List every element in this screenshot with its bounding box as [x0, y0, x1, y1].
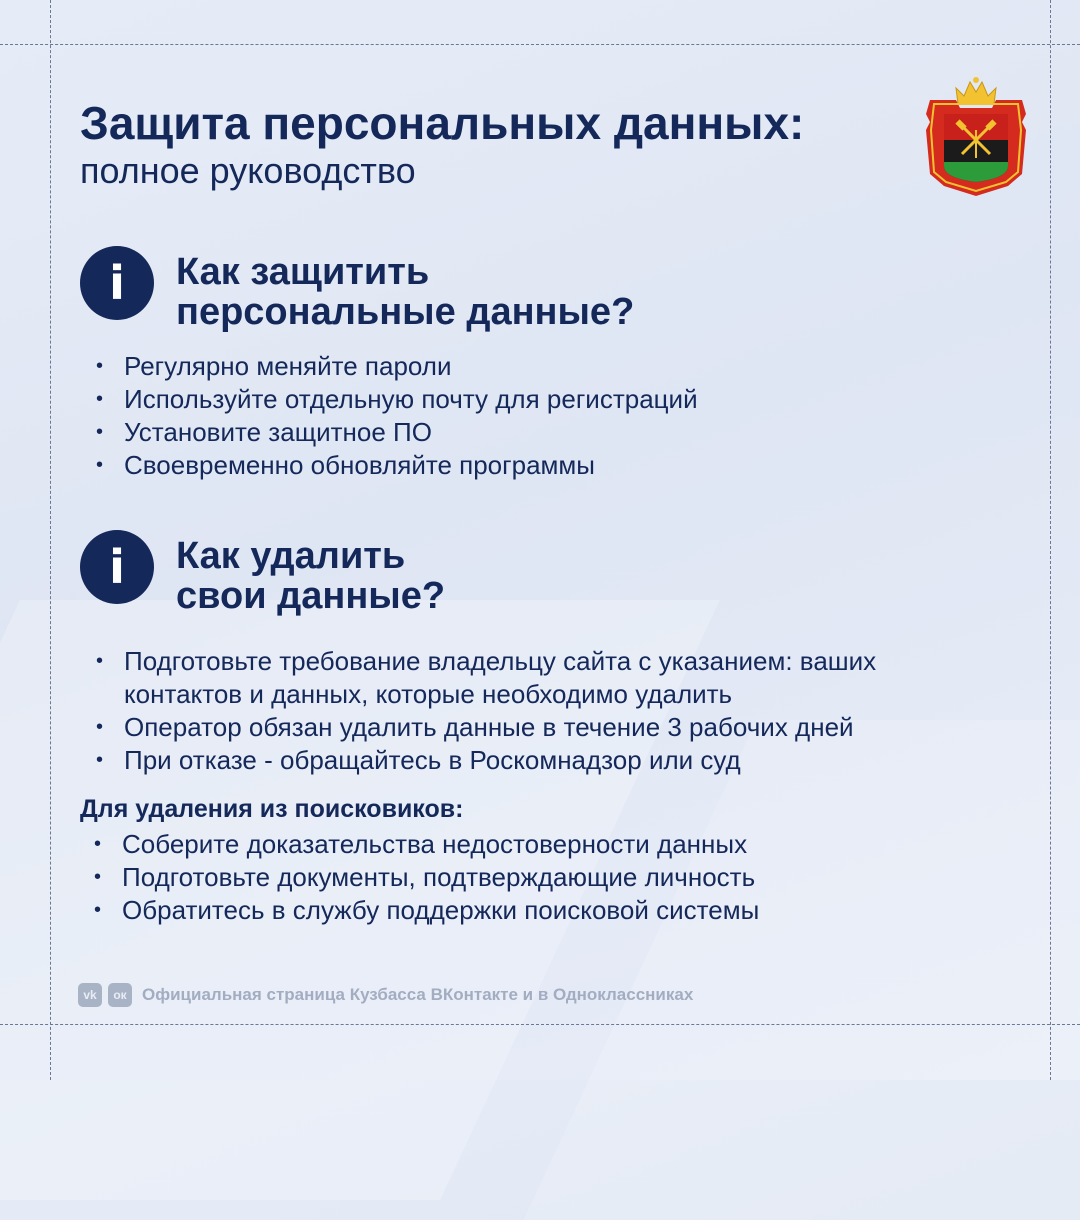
list-item: • При отказе - обращайтесь в Роскомнадзор или суд [96, 744, 876, 777]
protect-tips-list [96, 350, 698, 482]
list-item: • Используйте отдельную почту для регистраций [96, 383, 698, 416]
list-item: • Обратитесь в службу поддержки поисковой системы [94, 894, 759, 927]
section-title-line: персональные данные? [176, 291, 635, 333]
section-title-delete [176, 536, 445, 616]
footer [78, 982, 693, 1008]
vk-icon[interactable]: vk [78, 983, 102, 1007]
list-item: • Регулярно меняйте пароли [96, 350, 698, 383]
list-item: • Установите защитное ПО [96, 416, 698, 449]
list-item-line: контактов и данных, которые необходимо удалить [124, 679, 733, 709]
list-item: • Соберите доказательства недостоверности данных [94, 828, 759, 861]
section-title-line: Как защитить [176, 251, 430, 293]
guide-line-top [0, 44, 1080, 45]
guide-line-right [1050, 0, 1051, 1080]
footer-text: Официальная страница Кузбасса ВКонтакте и в Одноклассниках [142, 985, 694, 1004]
guide-line-left [50, 0, 51, 1080]
info-icon: i [80, 530, 154, 604]
list-item-line: • Подготовьте требование владельцу сайта с указанием: ваших [124, 646, 877, 676]
kuzbass-coat-of-arms-icon [922, 74, 1030, 198]
search-removal-heading: Для удаления из поисковиков: [80, 795, 464, 823]
list-item [96, 645, 876, 711]
info-icon: i [80, 246, 154, 320]
page-title: Защита персональных данных: [80, 97, 805, 149]
search-removal-list [94, 828, 759, 927]
delete-steps-list [96, 645, 876, 777]
section-title-line: свои данные? [176, 575, 446, 617]
section-title-protect [176, 252, 634, 332]
section-title-line: Как удалить [176, 535, 406, 577]
list-item: • Подготовьте документы, подтверждающие личность [94, 861, 759, 894]
list-item: • Своевременно обновляйте программы [96, 449, 698, 482]
odnoklassniki-icon[interactable]: ок [108, 983, 132, 1007]
list-item: • Оператор обязан удалить данные в течение 3 рабочих дней [96, 711, 876, 744]
page-subtitle: полное руководство [80, 150, 416, 191]
guide-line-bottom [0, 1024, 1080, 1025]
